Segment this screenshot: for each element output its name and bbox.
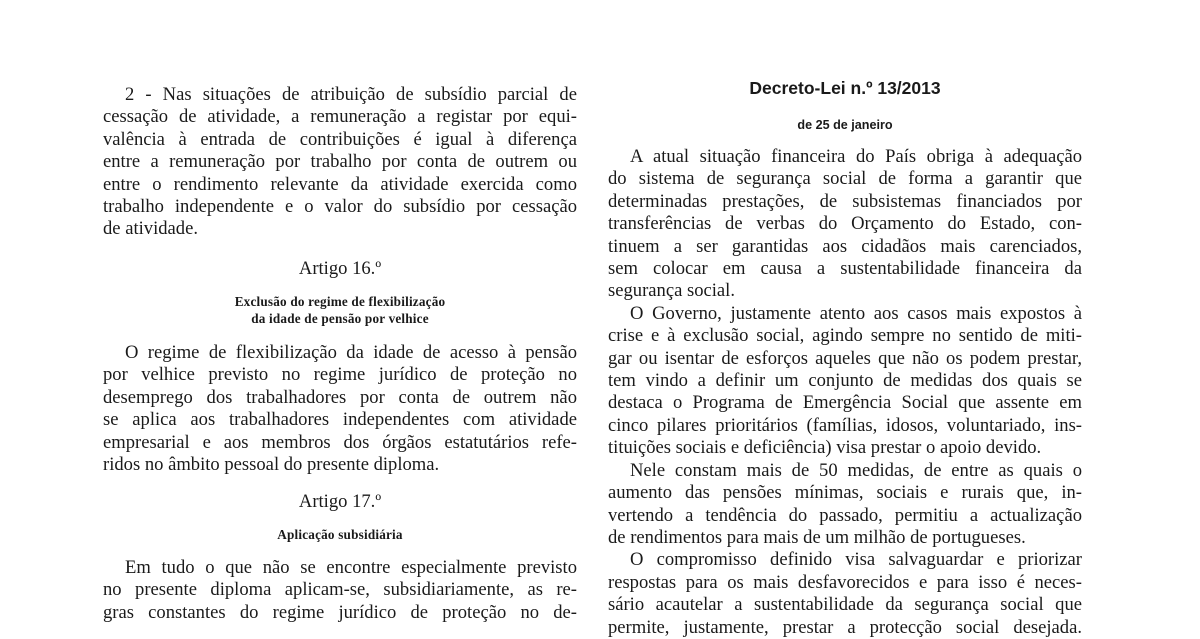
text-line: O compromisso definido visa salvaguardar e priorizar <box>630 549 1082 571</box>
article-17-subtitle: Aplicação subsidiária <box>277 527 403 542</box>
text-line: entre a remuneração por trabalho por conta de outrem ou <box>103 151 577 173</box>
text-line: sário acautelar a sustentabilidade da segurança social que <box>608 594 1082 616</box>
text-line: gar ou isentar de esforços aqueles que não os podem prestar, <box>608 347 1082 369</box>
text-line: cinco pilares prioritários (famílias, idosos, voluntariado, ins- <box>608 414 1082 436</box>
article-16-subtitle-line2: da idade de pensão por velhice <box>251 311 429 326</box>
text-line: se aplica aos trabalhadores independentes com atividade <box>103 409 577 431</box>
text-line: empresarial e aos membros dos órgãos estatutários refe- <box>103 431 577 453</box>
text-line: segurança social. <box>608 280 735 302</box>
text-line: destaca o Programa de Emergência Social que assente em <box>608 392 1082 414</box>
article-16-subtitle-line1: Exclusão do regime de flexibilização <box>234 294 446 309</box>
text-line: permite, justamente, prestar a protecção social desejada. <box>608 616 1082 638</box>
text-line: respostas para os mais desfavorecidos e para isso é neces- <box>608 571 1082 593</box>
text-line: de atividade. <box>103 218 198 240</box>
text-line: ridos no âmbito pessoal do presente diploma. <box>103 454 440 476</box>
text-line: por velhice previsto no regime jurídico de proteção no <box>103 364 577 386</box>
text-line: tinuem a ser garantidas aos cidadãos mais carenciados, <box>608 235 1082 257</box>
paragraph-financial-situation <box>608 146 1082 639</box>
text-line: valência à entrada de contribuições é igual à diferença <box>103 128 577 150</box>
text-line: aumento das pensões mínimas, sociais e rurais que, in- <box>608 482 1082 504</box>
text-line: determinadas prestações, de subsistemas financiados por <box>608 190 1082 212</box>
text-line: tem vindo a definir um conjunto de medidas dos quais se <box>608 370 1082 392</box>
text-line: Em tudo o que não se encontre especialmente previsto <box>125 557 577 578</box>
text-line: trabalho independente e o valor do subsídio por cessação <box>103 196 577 218</box>
text-line: A atual situação financeira do País obriga à adequação <box>630 146 1082 167</box>
article-16-body <box>103 342 577 476</box>
text-line: crise e à exclusão social, agindo sempre no sentido de miti- <box>608 325 1082 347</box>
article-16-title: Artigo 16.º <box>298 258 382 279</box>
decree-date: de 25 de janeiro <box>797 118 893 132</box>
text-line: O regime de flexibilização da idade de acesso à pensão <box>125 342 577 363</box>
decree-title: Decreto-Lei n.º 13/2013 <box>749 78 941 98</box>
text-line: do sistema de segurança social de forma a garantir que <box>608 168 1082 190</box>
text-line: transferências de verbas do Orçamento do Estado, con- <box>608 213 1082 235</box>
text-line: de rendimentos para mais de um milhão de portugueses. <box>608 526 1026 548</box>
text-line: tituições sociais e deficiência) visa prestar o apoio devido. <box>608 437 1042 459</box>
text-line: 2 - Nas situações de atribuição de subsídio parcial de <box>125 84 577 105</box>
text-line: Nele constam mais de 50 medidas, de entre as quais o <box>630 459 1082 481</box>
text-line: vertendo a tendência do passado, permitiu a actualização <box>608 504 1082 526</box>
text-line: entre o rendimento relevante da atividade exercida como <box>103 173 577 195</box>
article-17-body <box>103 557 577 624</box>
text-line: cessação de atividade, a remuneração a registar por equi- <box>103 106 577 128</box>
paragraph-remuneration <box>103 84 577 241</box>
text-line: O Governo, justamente atento aos casos mais expostos à <box>630 302 1082 324</box>
text-line: no presente diploma aplicam-se, subsidiariamente, as re- <box>103 579 577 601</box>
text-line: gras constantes do regime jurídico de proteção no de- <box>103 601 577 623</box>
text-line: sem colocar em causa a sustentabilidade financeira da <box>608 258 1082 280</box>
text-line: desemprego dos trabalhadores por conta de outrem não <box>103 386 577 408</box>
article-17-title: Artigo 17.º <box>298 491 382 512</box>
